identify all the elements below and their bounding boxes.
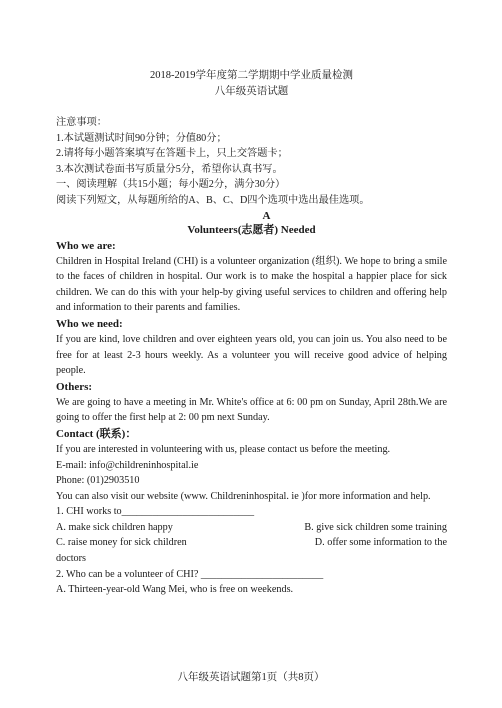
page-footer: 八年级英语试题第1页（共8页） (177, 672, 325, 683)
exam-subtitle: 八年级英语试题 (214, 86, 289, 97)
website-text: You can also visit our website (www. Childreninhospital. ie )for more information and help. (56, 490, 431, 502)
question-1-options-ab (56, 520, 447, 536)
question-2-stem: 2. Who can be a volunteer of CHI? ________________________ (56, 568, 324, 580)
contact-text: If you are interested in volunteering with us, please contact us before the meeting. (56, 443, 391, 455)
others-text: We are going to have a meeting in Mr. White's office at 6: 00 pm on Sunday, April 28th.We are going to offer the first help at 2: 00 pm next Sunday. (56, 396, 447, 424)
who-we-are-text: Children in Hospital Ireland (CHI) is a volunteer organization (组织). We hope to bring a smile to the faces of children in hospital. Our work is to make the hospital a happier place for sick children. We can do this with your help-by giving useful services to children and offering help and information to their parents and families. (56, 255, 447, 314)
who-we-need-text: If you are kind, love children and over eighteen years old, you can join us. You also need to be free for at least 2-3 hours weekly. As a volunteer you will receive good advice of helping people. (56, 333, 447, 377)
who-we-are-heading: Who we are: (56, 239, 116, 252)
option-c[interactable]: C. raise money for sick children (56, 537, 187, 549)
option-b[interactable]: B. give sick children some training (304, 521, 447, 533)
question-1-stem: 1. CHI works to__________________________ (56, 506, 255, 518)
contact-email: E-mail: info@childreninhospital.ie (56, 459, 199, 471)
passage-title: Volunteers(志愿者) Needed (187, 223, 316, 236)
passage-letter: A (262, 209, 271, 222)
option-d-continued: doctors (56, 553, 86, 565)
question-1-options-cd (56, 535, 447, 551)
option-d[interactable]: D. offer some information to the (314, 537, 447, 549)
note-item: 2.请将每小题答案填写在答题卡上，只上交答题卡； (56, 148, 288, 160)
others-heading: Others: (56, 380, 93, 393)
option-a[interactable]: A. make sick children happy (56, 521, 173, 533)
contact-phone: Phone: (01)2903510 (56, 475, 140, 487)
note-item: 1.本试题测试时间90分钟；分值80分； (56, 132, 227, 144)
section-instruction: 阅读下列短文，从每题所给的A、B、C、D四个选项中选出最佳选项。 (56, 194, 370, 206)
section-heading: 一、阅读理解（共15小题；每小题2分，满分30分） (56, 179, 286, 191)
exam-title: 2018-2019学年度第二学期期中学业质量检测 (150, 70, 353, 81)
notes-heading: 注意事项： (56, 117, 107, 128)
contact-heading: Contact (联系)： (56, 427, 137, 440)
exam-page (56, 68, 447, 598)
option-a[interactable]: A. Thirteen-year-old Wang Mei, who is free on weekends. (56, 584, 294, 596)
who-we-need-heading: Who we need: (56, 317, 123, 330)
note-item: 3.本次测试卷面书写质量分5分，希望你认真书写。 (56, 163, 283, 175)
